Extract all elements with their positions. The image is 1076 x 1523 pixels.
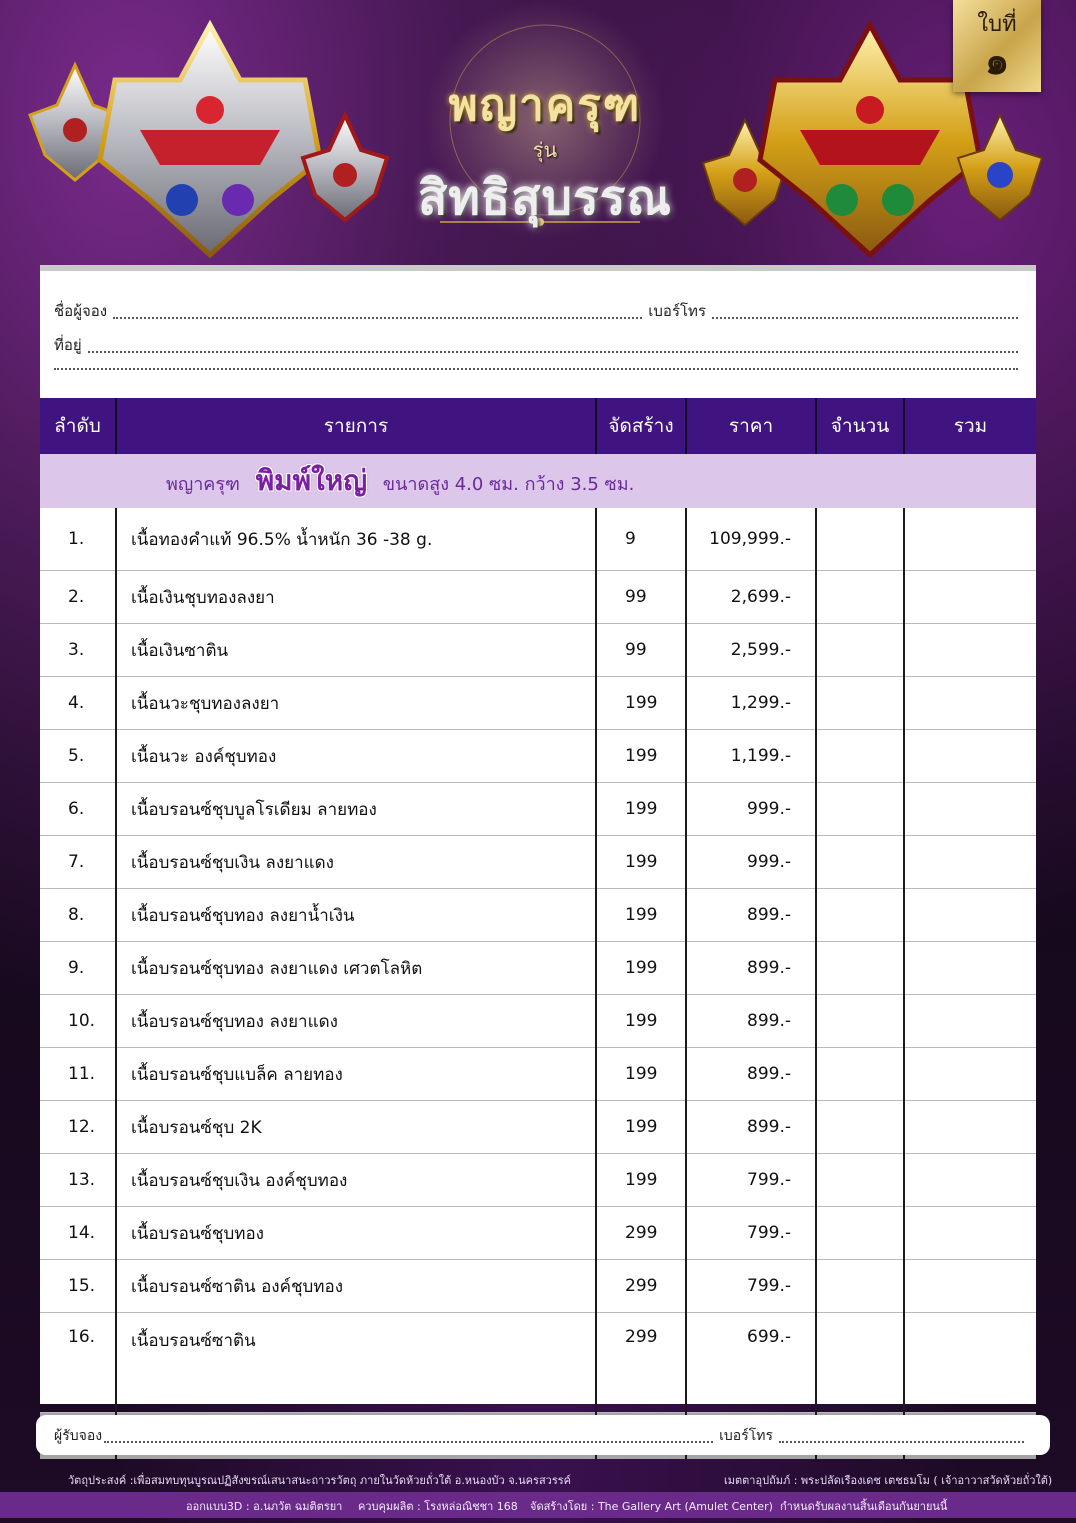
- item-price: 899.-: [686, 1048, 816, 1101]
- row-number: 3.: [40, 624, 116, 677]
- page-badge: [953, 0, 1041, 92]
- footer-line-1: [0, 1466, 1076, 1486]
- col-header-item: รายการ: [116, 398, 596, 454]
- row-number: 5.: [40, 730, 116, 783]
- quantity-input-cell[interactable]: [816, 1313, 904, 1413]
- row-number: 16.: [40, 1313, 116, 1413]
- table-row: [40, 1313, 1036, 1413]
- quantity-input-cell[interactable]: [816, 783, 904, 836]
- item-made-count: 199: [596, 942, 686, 995]
- item-name: เนื้อบรอนซ์ชุบทอง ลงยาแดง: [116, 995, 596, 1048]
- quantity-input-cell[interactable]: [816, 571, 904, 624]
- item-made-count: 199: [596, 783, 686, 836]
- address-field[interactable]: [88, 350, 1018, 353]
- row-number: 10.: [40, 995, 116, 1048]
- item-made-count: 299: [596, 1207, 686, 1260]
- table-row: [40, 1207, 1036, 1260]
- quantity-input-cell[interactable]: [816, 1207, 904, 1260]
- row-number: 12.: [40, 1101, 116, 1154]
- quantity-input-cell[interactable]: [816, 1154, 904, 1207]
- item-price: 899.-: [686, 942, 816, 995]
- table-row: [40, 942, 1036, 995]
- table-row: [40, 1260, 1036, 1313]
- item-made-count: 199: [596, 730, 686, 783]
- item-made-count: 9: [596, 508, 686, 571]
- item-made-count: 199: [596, 1154, 686, 1207]
- section-prefix: พญาครุฑ: [166, 474, 240, 495]
- item-made-count: 199: [596, 1101, 686, 1154]
- item-price: 799.-: [686, 1154, 816, 1207]
- item-name: เนื้อทองคำแท้ 96.5% น้ำหนัก 36 -38 g.: [116, 508, 596, 571]
- item-name: เนื้อเงินชุบทองลงยา: [116, 571, 596, 624]
- item-name: เนื้อเงินซาติน: [116, 624, 596, 677]
- col-header-total: รวม: [904, 398, 1036, 454]
- item-name: เนื้อบรอนซ์ชุบแบล็ค ลายทอง: [116, 1048, 596, 1101]
- row-total-cell[interactable]: [904, 1048, 1036, 1101]
- item-price: 999.-: [686, 783, 816, 836]
- badge-label: ใบที่: [977, 12, 1017, 37]
- table-row: [40, 889, 1036, 942]
- row-total-cell[interactable]: [904, 571, 1036, 624]
- item-name: เนื้อบรอนซ์ชุบเงิน ลงยาแดง: [116, 836, 596, 889]
- item-made-count: 99: [596, 624, 686, 677]
- name-field[interactable]: [113, 316, 642, 319]
- footer-line-2: [0, 1492, 1076, 1518]
- table-row: [40, 1154, 1036, 1207]
- receiver-label: ผู้รับจอง: [54, 1428, 103, 1444]
- row-number: 1.: [40, 508, 116, 571]
- item-made-count: 199: [596, 889, 686, 942]
- quantity-input-cell[interactable]: [816, 995, 904, 1048]
- address-label: ที่อยู่: [54, 336, 82, 354]
- row-total-cell[interactable]: [904, 995, 1036, 1048]
- row-total-cell[interactable]: [904, 730, 1036, 783]
- receiver-form: [36, 1415, 1050, 1455]
- table-row: [40, 783, 1036, 836]
- item-made-count: 99: [596, 571, 686, 624]
- item-made-count: 299: [596, 1260, 686, 1313]
- table-row: [40, 836, 1036, 889]
- item-price: 899.-: [686, 1101, 816, 1154]
- row-total-cell[interactable]: [904, 1154, 1036, 1207]
- quantity-input-cell[interactable]: [816, 730, 904, 783]
- table-row: [40, 995, 1036, 1048]
- phone-label: เบอร์โทร: [648, 302, 706, 320]
- receiver-phone-field[interactable]: [779, 1440, 1024, 1443]
- table-row: [40, 1048, 1036, 1101]
- table-row: [40, 624, 1036, 677]
- item-name: เนื้อบรอนซ์ชุบทอง ลงยาน้ำเงิน: [116, 889, 596, 942]
- item-name: เนื้อบรอนซ์ชุบบูลโรเดียม ลายทอง: [116, 783, 596, 836]
- title-edition: รุ่น: [532, 138, 558, 162]
- row-total-cell[interactable]: [904, 836, 1036, 889]
- quantity-input-cell[interactable]: [816, 508, 904, 571]
- item-price: 999.-: [686, 836, 816, 889]
- table-row: [40, 677, 1036, 730]
- item-price: 799.-: [686, 1207, 816, 1260]
- item-name: เนื้อบรอนซ์ซาติน องค์ชุบทอง: [116, 1260, 596, 1313]
- item-made-count: 299: [596, 1313, 686, 1413]
- quantity-input-cell[interactable]: [816, 1048, 904, 1101]
- item-price: 899.-: [686, 995, 816, 1048]
- quantity-input-cell[interactable]: [816, 624, 904, 677]
- item-price: 2,699.-: [686, 571, 816, 624]
- row-number: 8.: [40, 889, 116, 942]
- header-banner: [0, 0, 1076, 265]
- quantity-input-cell[interactable]: [816, 942, 904, 995]
- title-block: [380, 70, 710, 236]
- address-field-line-2[interactable]: [54, 367, 1018, 370]
- row-total-cell[interactable]: [904, 1207, 1036, 1260]
- quantity-input-cell[interactable]: [816, 677, 904, 730]
- table-row: [40, 571, 1036, 624]
- item-name: เนื้อบรอนซ์ชุบทอง: [116, 1207, 596, 1260]
- row-number: 6.: [40, 783, 116, 836]
- row-total-cell[interactable]: [904, 624, 1036, 677]
- table-row: [40, 508, 1036, 571]
- item-name: เนื้อบรอนซ์ชุบเงิน องค์ชุบทอง: [116, 1154, 596, 1207]
- item-made-count: 199: [596, 836, 686, 889]
- row-total-cell[interactable]: [904, 508, 1036, 571]
- item-made-count: 199: [596, 677, 686, 730]
- customer-info-form: [40, 265, 1036, 404]
- section-row: [40, 454, 1036, 508]
- quantity-input-cell[interactable]: [816, 1260, 904, 1313]
- row-total-cell[interactable]: [904, 1313, 1036, 1413]
- item-price: 109,999.-: [686, 508, 816, 571]
- quantity-input-cell[interactable]: [816, 889, 904, 942]
- title-main: สิทธิสุบรรณ: [417, 170, 673, 226]
- table-header-row: [40, 398, 1036, 454]
- phone-field[interactable]: [712, 316, 1018, 319]
- row-total-cell[interactable]: [904, 889, 1036, 942]
- table-row: [40, 730, 1036, 783]
- quantity-input-cell[interactable]: [816, 836, 904, 889]
- footer-purpose: วัตถุประสงค์ :เพื่อสมทบทุนบูรณปฏิสังขรณ์เสนาสนะถาวรวัตถุ ภายในวัดห้วยถั่วใต้ อ.หนองบัว จ.นครสวรรค์: [68, 1474, 572, 1487]
- row-number: 11.: [40, 1048, 116, 1101]
- row-total-cell[interactable]: [904, 942, 1036, 995]
- item-price: 799.-: [686, 1260, 816, 1313]
- item-name: เนื้อบรอนซ์ชุบทอง ลงยาแดง เศวตโลหิต: [116, 942, 596, 995]
- name-label: ชื่อผู้จอง: [54, 302, 108, 320]
- row-number: 2.: [40, 571, 116, 624]
- item-name: เนื้อบรอนซ์ชุบ 2K: [116, 1101, 596, 1154]
- item-price: 1,199.-: [686, 730, 816, 783]
- footer-designer: ออกแบบ3D : อ.นภวัต ฉมติตรยา: [186, 1500, 343, 1513]
- footer-blessing: เมตตาอุปถัมภ์ : พระปลัดเรืองเดช เตชธมโม ( เจ้าอาวาสวัดห้วยถั่วใต้): [724, 1474, 1053, 1487]
- row-total-cell[interactable]: [904, 783, 1036, 836]
- row-number: 7.: [40, 836, 116, 889]
- item-price: 2,599.-: [686, 624, 816, 677]
- footer-builder: จัดสร้างโดย : The Gallery Art (Amulet Center): [530, 1500, 773, 1513]
- row-number: 4.: [40, 677, 116, 730]
- col-header-made: จัดสร้าง: [596, 398, 686, 454]
- table-row: [40, 1101, 1036, 1154]
- row-number: 15.: [40, 1260, 116, 1313]
- item-name: เนื้อบรอนซ์ซาติน: [116, 1313, 596, 1413]
- col-header-price: ราคา: [686, 398, 816, 454]
- row-number: 9.: [40, 942, 116, 995]
- section-highlight: พิมพ์ใหญ่: [255, 464, 368, 497]
- footer-deadline: กำหนดรับผลงานสิ้นเดือนกันยายนนี้: [780, 1500, 948, 1513]
- badge-number: ๑: [984, 39, 1010, 83]
- receiver-phone-label: เบอร์โทร: [719, 1428, 773, 1444]
- title-top: พญาครุฑ: [448, 80, 642, 131]
- item-price: 1,299.-: [686, 677, 816, 730]
- row-total-cell[interactable]: [904, 1101, 1036, 1154]
- row-number: 14.: [40, 1207, 116, 1260]
- footer-production: ควบคุมผลิต : โรงหล่อณิชชา 168: [358, 1500, 518, 1513]
- col-header-quantity: จำนวน: [816, 398, 904, 454]
- order-table: [40, 398, 1036, 1404]
- item-name: เนื้อนวะชุบทองลงยา: [116, 677, 596, 730]
- item-price: 699.-: [686, 1313, 816, 1413]
- item-name: เนื้อนวะ องค์ชุบทอง: [116, 730, 596, 783]
- receiver-name-field[interactable]: [104, 1440, 713, 1443]
- row-total-cell[interactable]: [904, 1260, 1036, 1313]
- item-made-count: 199: [596, 1048, 686, 1101]
- row-number: 13.: [40, 1154, 116, 1207]
- item-price: 899.-: [686, 889, 816, 942]
- quantity-input-cell[interactable]: [816, 1101, 904, 1154]
- col-header-no: ลำดับ: [40, 398, 116, 454]
- section-size: ขนาดสูง 4.0 ซม. กว้าง 3.5 ซม.: [382, 474, 635, 495]
- row-total-cell[interactable]: [904, 677, 1036, 730]
- item-made-count: 199: [596, 995, 686, 1048]
